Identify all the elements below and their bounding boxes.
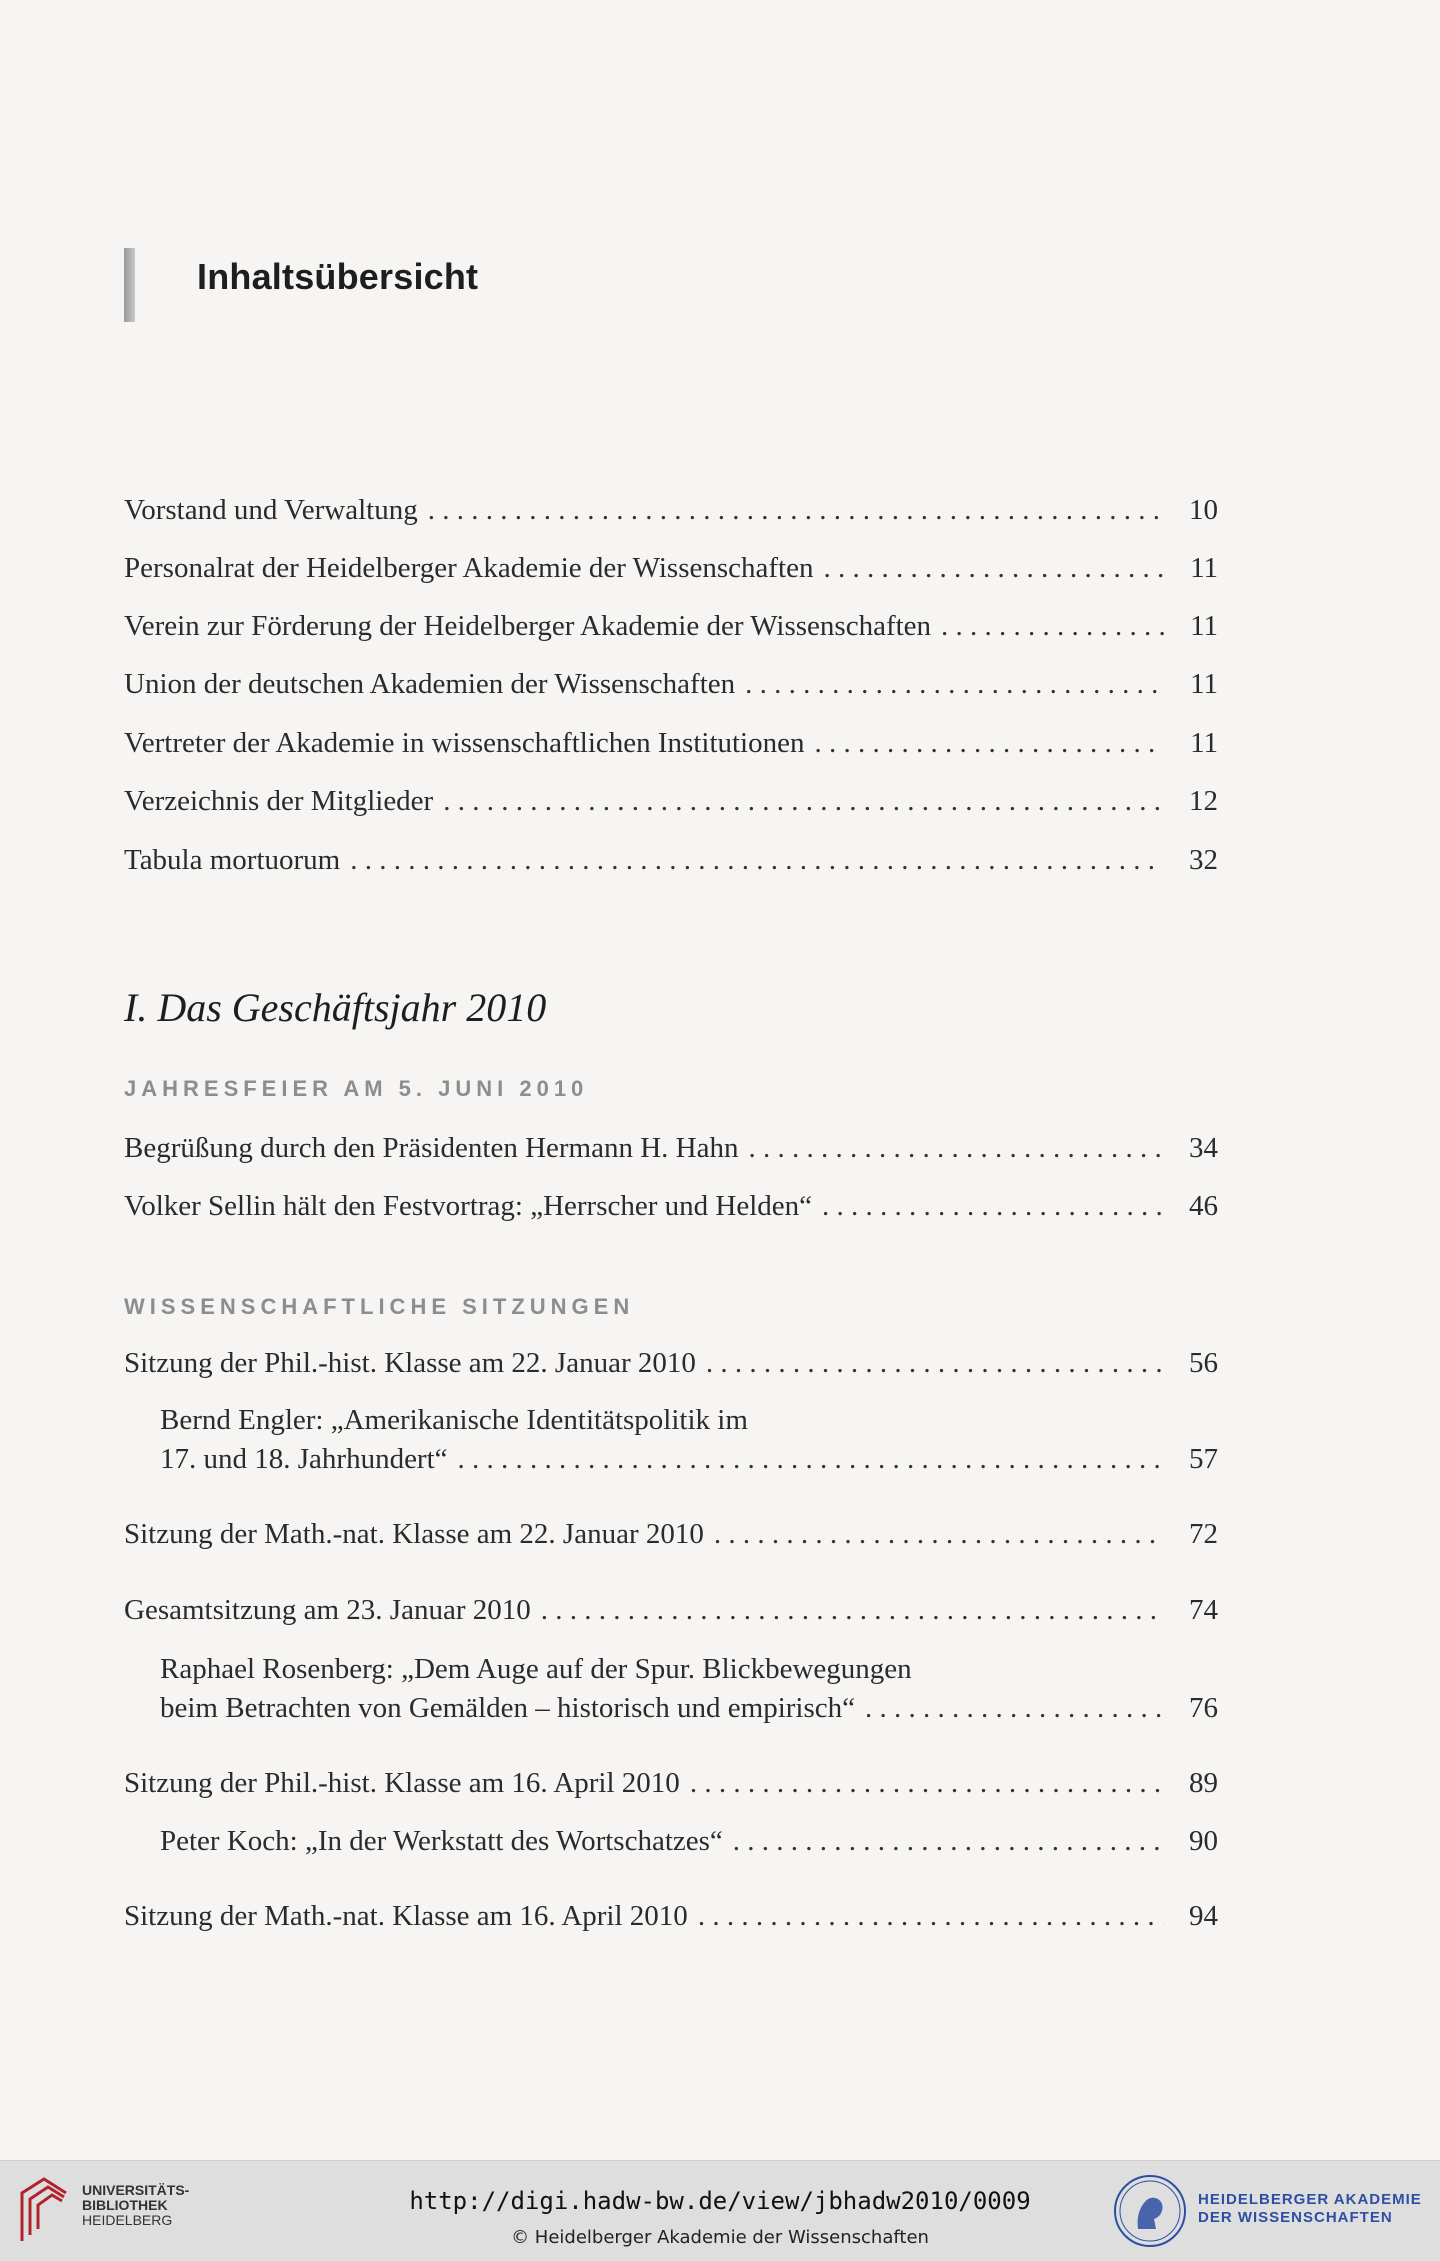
toc-entry-page: 72: [1189, 1518, 1218, 1550]
leader-dots: [428, 492, 1164, 528]
section-title: I. Das Geschäftsjahr 2010: [124, 985, 547, 1030]
toc-entry-page: 76: [1189, 1692, 1218, 1724]
toc-entry-page: 57: [1189, 1443, 1218, 1475]
toc-entry-title: Verzeichnis der Mitglieder: [124, 785, 434, 817]
leader-dots: [350, 842, 1164, 878]
toc-entry-title: Begrüßung durch den Präsidenten Hermann H. Hahn: [124, 1132, 739, 1164]
toc-entry-title: Tabula mortuorum: [124, 844, 341, 876]
academy-name-line2: DER WISSENSCHAFTEN: [1198, 2209, 1393, 2226]
toc-entry-title: Sitzung der Phil.-hist. Klasse am 22. Januar 2010: [124, 1347, 696, 1379]
toc-entry-title: Sitzung der Math.-nat. Klasse am 16. April 2010: [124, 1900, 688, 1932]
toc-entry: [124, 725, 1218, 761]
leader-dots: [541, 1592, 1164, 1628]
toc-subentry: [160, 1441, 1218, 1477]
toc-entry-title: Volker Sellin hält den Festvortrag: „Herrscher und Helden“: [124, 1190, 813, 1222]
page-title: Inhaltsübersicht: [197, 256, 479, 297]
toc-entry: [124, 842, 1218, 878]
footer-bar: [0, 2160, 1440, 2261]
leader-dots: [814, 725, 1164, 761]
toc-entry-page: 74: [1189, 1594, 1218, 1626]
leader-dots: [458, 1441, 1164, 1477]
toc-entry: [124, 608, 1218, 644]
document-url-link[interactable]: http://digi.hadw-bw.de/view/jbhadw2010/0009: [409, 2187, 1031, 2215]
library-name-line1: UNIVERSITÄTS-: [82, 2182, 190, 2198]
leader-dots: [822, 1188, 1164, 1224]
toc-entry-title: Union der deutschen Akademien der Wissenschaften: [124, 668, 736, 700]
leader-dots: [823, 550, 1164, 586]
copyright-notice: © Heidelberger Akademie der Wissenschaften: [511, 2227, 929, 2248]
toc-subentry-title-line1: Raphael Rosenberg: „Dem Auge auf der Spur. Blickbewegungen: [160, 1653, 912, 1685]
toc-entry-page: 12: [1189, 785, 1218, 817]
toc-entry: [124, 1345, 1218, 1381]
leader-dots: [706, 1345, 1164, 1381]
toc-entry-title: Sitzung der Math.-nat. Klasse am 22. Januar 2010: [124, 1518, 704, 1550]
toc-subentry-title-line2: 17. und 18. Jahrhundert“: [160, 1443, 448, 1475]
leader-dots: [733, 1823, 1164, 1859]
toc-entry: [124, 1188, 1218, 1224]
library-name-line3: HEIDELBERG: [82, 2212, 173, 2228]
leader-dots: [748, 1130, 1164, 1166]
toc-entry-page: 89: [1189, 1767, 1218, 1799]
toc-entry-page: 94: [1189, 1900, 1218, 1932]
leader-dots: [941, 608, 1164, 644]
toc-entry: [124, 550, 1218, 586]
academy-name-line1: HEIDELBERGER AKADEMIE: [1198, 2191, 1422, 2208]
toc-entry: [124, 1130, 1218, 1166]
academy-seal-icon: [1112, 2173, 1188, 2249]
toc-entry-title: Personalrat der Heidelberger Akademie der Wissenschaften: [124, 552, 814, 584]
toc-subentry: [160, 1823, 1218, 1859]
heading-marker-bar: [124, 248, 135, 322]
toc-entry: [124, 1516, 1218, 1552]
subsection-heading-jahresfeier: JAHRESFEIER AM 5. JUNI 2010: [124, 1076, 589, 1101]
toc-entry: [124, 666, 1218, 702]
toc-subentry: [160, 1690, 1218, 1726]
toc-entry-page: 11: [1190, 668, 1218, 700]
toc-entry-title: Sitzung der Phil.-hist. Klasse am 16. April 2010: [124, 1767, 680, 1799]
leader-dots: [698, 1898, 1164, 1934]
leader-dots: [443, 783, 1164, 819]
toc-entry-page: 32: [1189, 844, 1218, 876]
academy-name: [1198, 2191, 1422, 2227]
leader-dots: [865, 1690, 1164, 1726]
toc-entry-page: 11: [1190, 610, 1218, 642]
toc-entry: [124, 1765, 1218, 1801]
toc-entry: [124, 783, 1218, 819]
toc-entry: [124, 1592, 1218, 1628]
subsection-heading-sitzungen: WISSENSCHAFTLICHE SITZUNGEN: [124, 1294, 635, 1319]
leader-dots: [714, 1516, 1164, 1552]
toc-entry-page: 10: [1189, 494, 1218, 526]
toc-subentry-title: Peter Koch: „In der Werkstatt des Wortschatzes“: [160, 1825, 723, 1857]
toc-entry: [124, 1898, 1218, 1934]
toc-entry: [124, 492, 1218, 528]
toc-entry-title: Gesamtsitzung am 23. Januar 2010: [124, 1594, 531, 1626]
toc-entry-page: 11: [1190, 727, 1218, 759]
toc-entry-page: 90: [1189, 1825, 1218, 1857]
leader-dots: [745, 666, 1164, 702]
toc-entry-title: Verein zur Förderung der Heidelberger Akademie der Wissenschaften: [124, 610, 932, 642]
toc-entry-page: 46: [1189, 1190, 1218, 1222]
toc-entry-title: Vorstand und Verwaltung: [124, 494, 418, 526]
toc-entry-page: 11: [1190, 552, 1218, 584]
leader-dots: [690, 1765, 1164, 1801]
toc-subentry-title-line2: beim Betrachten von Gemälden – historisch und empirisch“: [160, 1692, 856, 1724]
toc-entry-page: 56: [1189, 1347, 1218, 1379]
toc-entry-title: Vertreter der Akademie in wissenschaftlichen Institutionen: [124, 727, 805, 759]
toc-entry-page: 34: [1189, 1132, 1218, 1164]
toc-subentry-title-line1: Bernd Engler: „Amerikanische Identitätspolitik im: [160, 1404, 748, 1436]
library-name-line2: BIBLIOTHEK: [82, 2197, 168, 2213]
